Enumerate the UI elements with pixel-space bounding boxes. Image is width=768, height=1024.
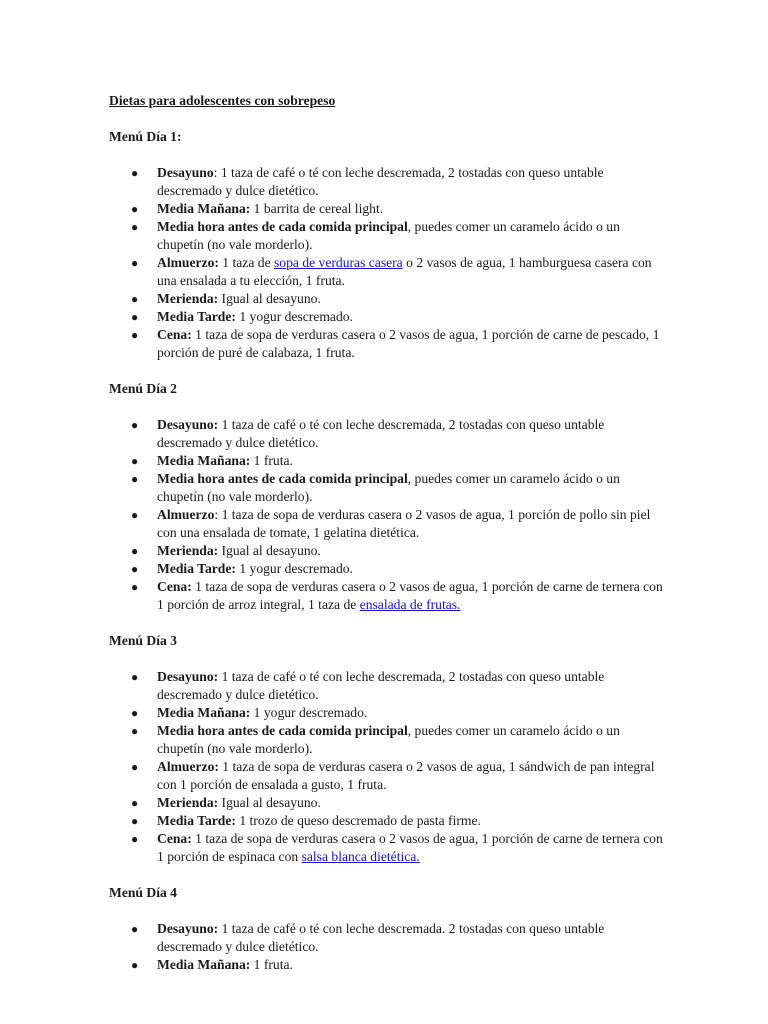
- meal-description: , puedes comer un caramelo ácido o un chupetín (no vale morderlo).: [157, 723, 620, 756]
- bullet-icon: ●: [131, 922, 139, 936]
- meal-label: Almuerzo:: [157, 255, 219, 270]
- meal-label: Almuerzo:: [157, 759, 219, 774]
- meal-label: Media Tarde:: [157, 813, 236, 828]
- meal-label: Desayuno:: [157, 417, 219, 432]
- meal-description: 1 taza de café o té con leche descremada, 2 tostadas con queso untable descremado y dulce dietético.: [157, 669, 605, 702]
- list-item: [109, 920, 669, 956]
- list-item: [109, 470, 669, 506]
- bullet-icon: ●: [131, 472, 139, 486]
- meal-label: Merienda:: [157, 543, 219, 558]
- list-item: [109, 578, 669, 614]
- meal-label: Media hora antes de cada comida principal: [157, 723, 408, 738]
- bullet-icon: ●: [131, 292, 139, 306]
- meal-description: 1 trozo de queso descremado de pasta firme.: [235, 813, 481, 828]
- list-item: [109, 254, 669, 290]
- meal-description: Igual al desayuno.: [218, 291, 321, 306]
- bullet-icon: ●: [131, 202, 139, 216]
- list-item: [109, 218, 669, 254]
- meal-description: : 1 taza de sopa de verduras casera o 2 vasos de agua, 1 porción de pollo sin piel con una ensalada de tomate, 1 gelatina dietética.: [157, 507, 651, 540]
- bullet-icon: ●: [131, 796, 139, 810]
- meal-description: , puedes comer un caramelo ácido o un chupetín (no vale morderlo).: [157, 471, 620, 504]
- meal-label: Cena:: [157, 327, 192, 342]
- list-item: [109, 668, 669, 704]
- list-item: [109, 164, 669, 200]
- meal-description: 1 taza de sopa de verduras casera o 2 vasos de agua, 1 porción de carne de ternera con 1 porción de arroz integral, 1 taza de: [157, 579, 663, 612]
- bullet-icon: ●: [131, 220, 139, 234]
- menu-list: [109, 920, 669, 974]
- list-item: [109, 758, 669, 794]
- meal-description: 1 taza de sopa de verduras casera o 2 vasos de agua, 1 porción de carne de ternera con 1 porción de espinaca con: [157, 831, 663, 864]
- bullet-icon: ●: [131, 670, 139, 684]
- document-title: Dietas para adolescentes con sobrepeso: [109, 93, 336, 108]
- menu-list: [109, 164, 669, 362]
- list-item: [109, 794, 669, 812]
- bullet-icon: ●: [131, 760, 139, 774]
- list-item: [109, 308, 669, 326]
- meal-description: 1 taza de café o té con leche descremada, 2 tostadas con queso untable descremado y dulce dietético.: [157, 417, 605, 450]
- menu-section-day-3: [109, 632, 669, 866]
- list-item: [109, 722, 669, 758]
- meal-label: Media Mañana:: [157, 957, 251, 972]
- meal-description: 1 barrita de cereal light.: [250, 201, 384, 216]
- bullet-icon: ●: [131, 256, 139, 270]
- meal-label: Media Mañana:: [157, 201, 251, 216]
- bullet-icon: ●: [131, 958, 139, 972]
- list-item: [109, 506, 669, 542]
- meal-label: Almuerzo: [157, 507, 215, 522]
- recipe-link[interactable]: sopa de verduras casera: [274, 255, 403, 270]
- menu-section-day-4: [109, 884, 669, 974]
- menu-sections: [109, 128, 669, 974]
- list-item: [109, 704, 669, 722]
- list-item: [109, 560, 669, 578]
- bullet-icon: ●: [131, 580, 139, 594]
- menu-section-day-2: [109, 380, 669, 614]
- meal-description: Igual al desayuno.: [218, 543, 321, 558]
- meal-description: 1 fruta.: [250, 453, 293, 468]
- meal-description: 1 taza de: [218, 255, 275, 270]
- bullet-icon: ●: [131, 562, 139, 576]
- list-item: [109, 290, 669, 308]
- list-item: [109, 416, 669, 452]
- list-item: [109, 956, 669, 974]
- recipe-link[interactable]: ensalada de frutas.: [359, 597, 461, 612]
- bullet-icon: ●: [131, 418, 139, 432]
- meal-label: Merienda:: [157, 795, 219, 810]
- meal-description: Igual al desayuno.: [218, 795, 321, 810]
- meal-label: Media Mañana:: [157, 705, 251, 720]
- list-item: [109, 326, 669, 362]
- meal-description: 1 fruta.: [250, 957, 293, 972]
- meal-description: 1 yogur descremado.: [250, 705, 368, 720]
- section-heading: Menú Día 4: [109, 885, 177, 900]
- menu-list: [109, 668, 669, 866]
- list-item: [109, 452, 669, 470]
- meal-label: Media Mañana:: [157, 453, 251, 468]
- meal-label: Media Tarde:: [157, 561, 236, 576]
- list-item: [109, 812, 669, 830]
- list-item: [109, 830, 669, 866]
- bullet-icon: ●: [131, 724, 139, 738]
- meal-label: Media Tarde:: [157, 309, 236, 324]
- bullet-icon: ●: [131, 706, 139, 720]
- recipe-link[interactable]: salsa blanca dietética.: [301, 849, 420, 864]
- meal-description: : 1 taza de café o té con leche descremada, 2 tostadas con queso untable descremado y dulce dietético.: [157, 165, 604, 198]
- meal-label: Desayuno:: [157, 669, 219, 684]
- meal-description: , puedes comer un caramelo ácido o un chupetín (no vale morderlo).: [157, 219, 620, 252]
- section-heading: Menú Día 1:: [109, 129, 182, 144]
- section-heading: Menú Día 3: [109, 633, 177, 648]
- meal-label: Merienda:: [157, 291, 219, 306]
- list-item: [109, 200, 669, 218]
- list-item: [109, 542, 669, 560]
- menu-section-day-1: [109, 128, 669, 362]
- meal-description-continued: o 2 vasos de agua, 1 hamburguesa casera con una ensalada a tu elección, 1 fruta.: [157, 255, 652, 288]
- bullet-icon: ●: [131, 544, 139, 558]
- bullet-icon: ●: [131, 814, 139, 828]
- meal-label: Desayuno:: [157, 921, 219, 936]
- bullet-icon: ●: [131, 508, 139, 522]
- document-page: [109, 92, 669, 974]
- bullet-icon: ●: [131, 328, 139, 342]
- bullet-icon: ●: [131, 166, 139, 180]
- meal-label: Cena:: [157, 831, 192, 846]
- bullet-icon: ●: [131, 310, 139, 324]
- meal-label: Desayuno: [157, 165, 214, 180]
- meal-description: 1 yogur descremado.: [235, 561, 353, 576]
- meal-description: 1 taza de sopa de verduras casera o 2 vasos de agua, 1 sándwich de pan integral con 1 porción de ensalada a gusto, 1 fruta.: [157, 759, 655, 792]
- meal-description: 1 taza de café o té con leche descremada. 2 tostadas con queso untable descremado y dulce dietético.: [157, 921, 605, 954]
- section-heading: Menú Día 2: [109, 381, 177, 396]
- bullet-icon: ●: [131, 832, 139, 846]
- meal-label: Media hora antes de cada comida principal: [157, 471, 408, 486]
- meal-label: Cena:: [157, 579, 192, 594]
- meal-description: 1 taza de sopa de verduras casera o 2 vasos de agua, 1 porción de carne de pescado, 1 porción de puré de calabaza, 1 fruta.: [157, 327, 660, 360]
- meal-label: Media hora antes de cada comida principal: [157, 219, 408, 234]
- menu-list: [109, 416, 669, 614]
- meal-description: 1 yogur descremado.: [235, 309, 353, 324]
- bullet-icon: ●: [131, 454, 139, 468]
